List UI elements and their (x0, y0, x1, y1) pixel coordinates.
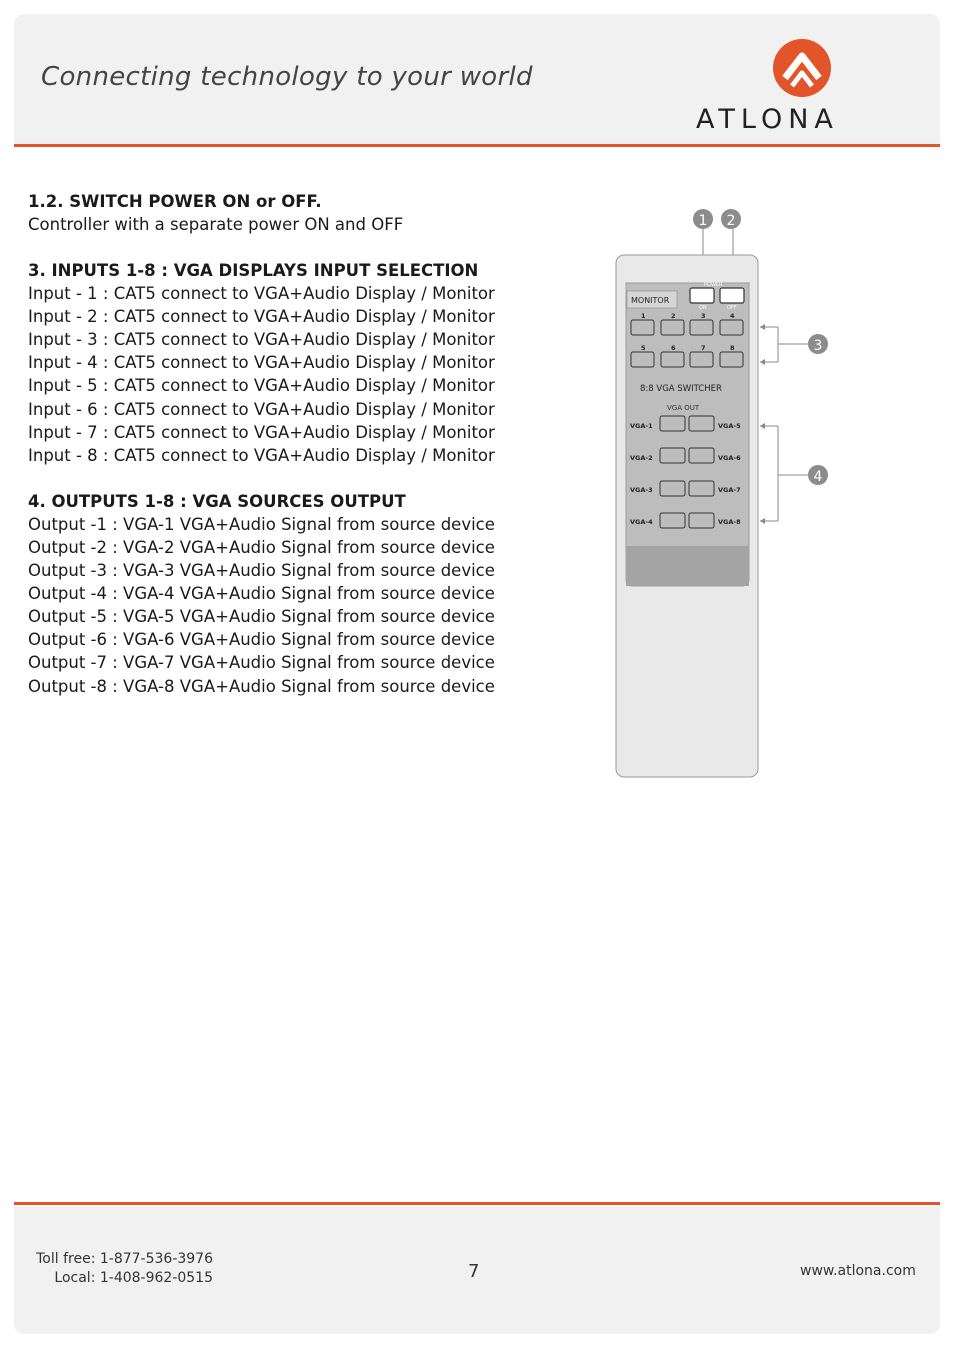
input-button-2 (661, 320, 684, 335)
atlona-wordmark (696, 104, 912, 132)
svg-text:4: 4 (813, 469, 823, 485)
vga-button (660, 416, 685, 431)
callout-3-icon (808, 334, 828, 354)
output-line: Output -4 : VGA-4 VGA+Audio Signal from source device (28, 584, 495, 604)
input-line: Input - 6 : CAT5 connect to VGA+Audio Display / Monitor (28, 399, 495, 419)
header-divider (14, 144, 940, 147)
input-number-label: 6 (671, 344, 676, 352)
input-number-label: 3 (701, 312, 706, 320)
footer-divider (14, 1202, 940, 1205)
output-line: Output -1 : VGA-1 VGA+Audio Signal from source device (28, 514, 495, 534)
remote-illustration (600, 200, 840, 790)
vga-button (689, 448, 714, 463)
input-line: Input - 2 : CAT5 connect to VGA+Audio Display / Monitor (28, 307, 495, 327)
vga-label: VGA-5 (718, 422, 741, 430)
callout-2-icon (721, 209, 741, 229)
vga-label: VGA-6 (718, 454, 741, 462)
output-line: Output -3 : VGA-3 VGA+Audio Signal from source device (28, 561, 495, 581)
input-number-label: 2 (671, 312, 676, 320)
callout-1-icon (693, 209, 713, 229)
off-label: OFF (727, 305, 737, 311)
vga-label: VGA-2 (630, 454, 653, 462)
input-line: Input - 3 : CAT5 connect to VGA+Audio Display / Monitor (28, 330, 495, 350)
manual-content (28, 190, 548, 698)
toll-free-number: Toll free: 1-877-536-3976 (36, 1251, 213, 1267)
monitor-label: MONITOR (631, 296, 670, 305)
vga-button (689, 416, 714, 431)
vga-out-label: VGA OUT (667, 404, 700, 412)
input-button-7 (690, 352, 713, 367)
page-number: 7 (468, 1261, 480, 1282)
brand-text: ATLONA (696, 104, 839, 132)
power-on-button (690, 288, 714, 303)
output-line: Output -5 : VGA-5 VGA+Audio Signal from source device (28, 607, 495, 627)
tagline: Connecting technology to your world (41, 62, 533, 92)
output-line: Output -2 : VGA-2 VGA+Audio Signal from source device (28, 537, 495, 557)
contact-phones (35, 1250, 213, 1288)
atlona-logo-icon (772, 38, 832, 98)
vga-label: VGA-8 (718, 518, 741, 526)
input-line: Input - 4 : CAT5 connect to VGA+Audio Display / Monitor (28, 353, 495, 373)
vga-button (660, 448, 685, 463)
input-button-5 (631, 352, 654, 367)
input-number-label: 8 (730, 344, 735, 352)
model-label: 8:8 VGA SWITCHER (640, 384, 722, 394)
power-off-button (720, 288, 744, 303)
website-link[interactable]: www.atlona.com (800, 1263, 916, 1279)
section-heading-inputs: 3. INPUTS 1-8 : VGA DISPLAYS INPUT SELECTION (28, 261, 479, 281)
power-line: Controller with a separate power ON and OFF (28, 215, 404, 234)
input-number-label: 4 (730, 312, 735, 320)
input-button-1 (631, 320, 654, 335)
vga-label: VGA-7 (718, 486, 741, 494)
input-line: Input - 8 : CAT5 connect to VGA+Audio Display / Monitor (28, 445, 495, 465)
output-line: Output -7 : VGA-7 VGA+Audio Signal from source device (28, 653, 495, 673)
local-number: Local: 1-408-962-0515 (54, 1270, 213, 1286)
vga-label: VGA-3 (630, 486, 653, 494)
input-button-3 (690, 320, 713, 335)
vga-button (689, 481, 714, 496)
power-label: POWER (704, 282, 723, 288)
input-button-4 (720, 320, 743, 335)
input-button-6 (661, 352, 684, 367)
input-line: Input - 5 : CAT5 connect to VGA+Audio Display / Monitor (28, 376, 495, 396)
section-heading-outputs: 4. OUTPUTS 1-8 : VGA SOURCES OUTPUT (28, 491, 406, 511)
output-line: Output -6 : VGA-6 VGA+Audio Signal from source device (28, 630, 495, 650)
vga-label: VGA-1 (630, 422, 653, 430)
input-button-8 (720, 352, 743, 367)
svg-text:2: 2 (726, 213, 736, 229)
input-number-label: 7 (701, 344, 706, 352)
output-line: Output -8 : VGA-8 VGA+Audio Signal from source device (28, 676, 495, 696)
vga-label: VGA-4 (630, 518, 653, 526)
input-number-label: 1 (641, 312, 646, 320)
vga-button (689, 513, 714, 528)
section-heading-power: 1.2. SWITCH POWER ON or OFF. (28, 192, 322, 211)
input-line: Input - 1 : CAT5 connect to VGA+Audio Display / Monitor (28, 284, 495, 304)
input-number-label: 5 (641, 344, 646, 352)
callout-4-icon (808, 465, 828, 485)
vga-button (660, 481, 685, 496)
vga-button (660, 513, 685, 528)
svg-text:3: 3 (813, 338, 823, 354)
svg-text:1: 1 (698, 213, 708, 229)
input-line: Input - 7 : CAT5 connect to VGA+Audio Display / Monitor (28, 422, 495, 442)
on-label: ON (699, 305, 707, 311)
